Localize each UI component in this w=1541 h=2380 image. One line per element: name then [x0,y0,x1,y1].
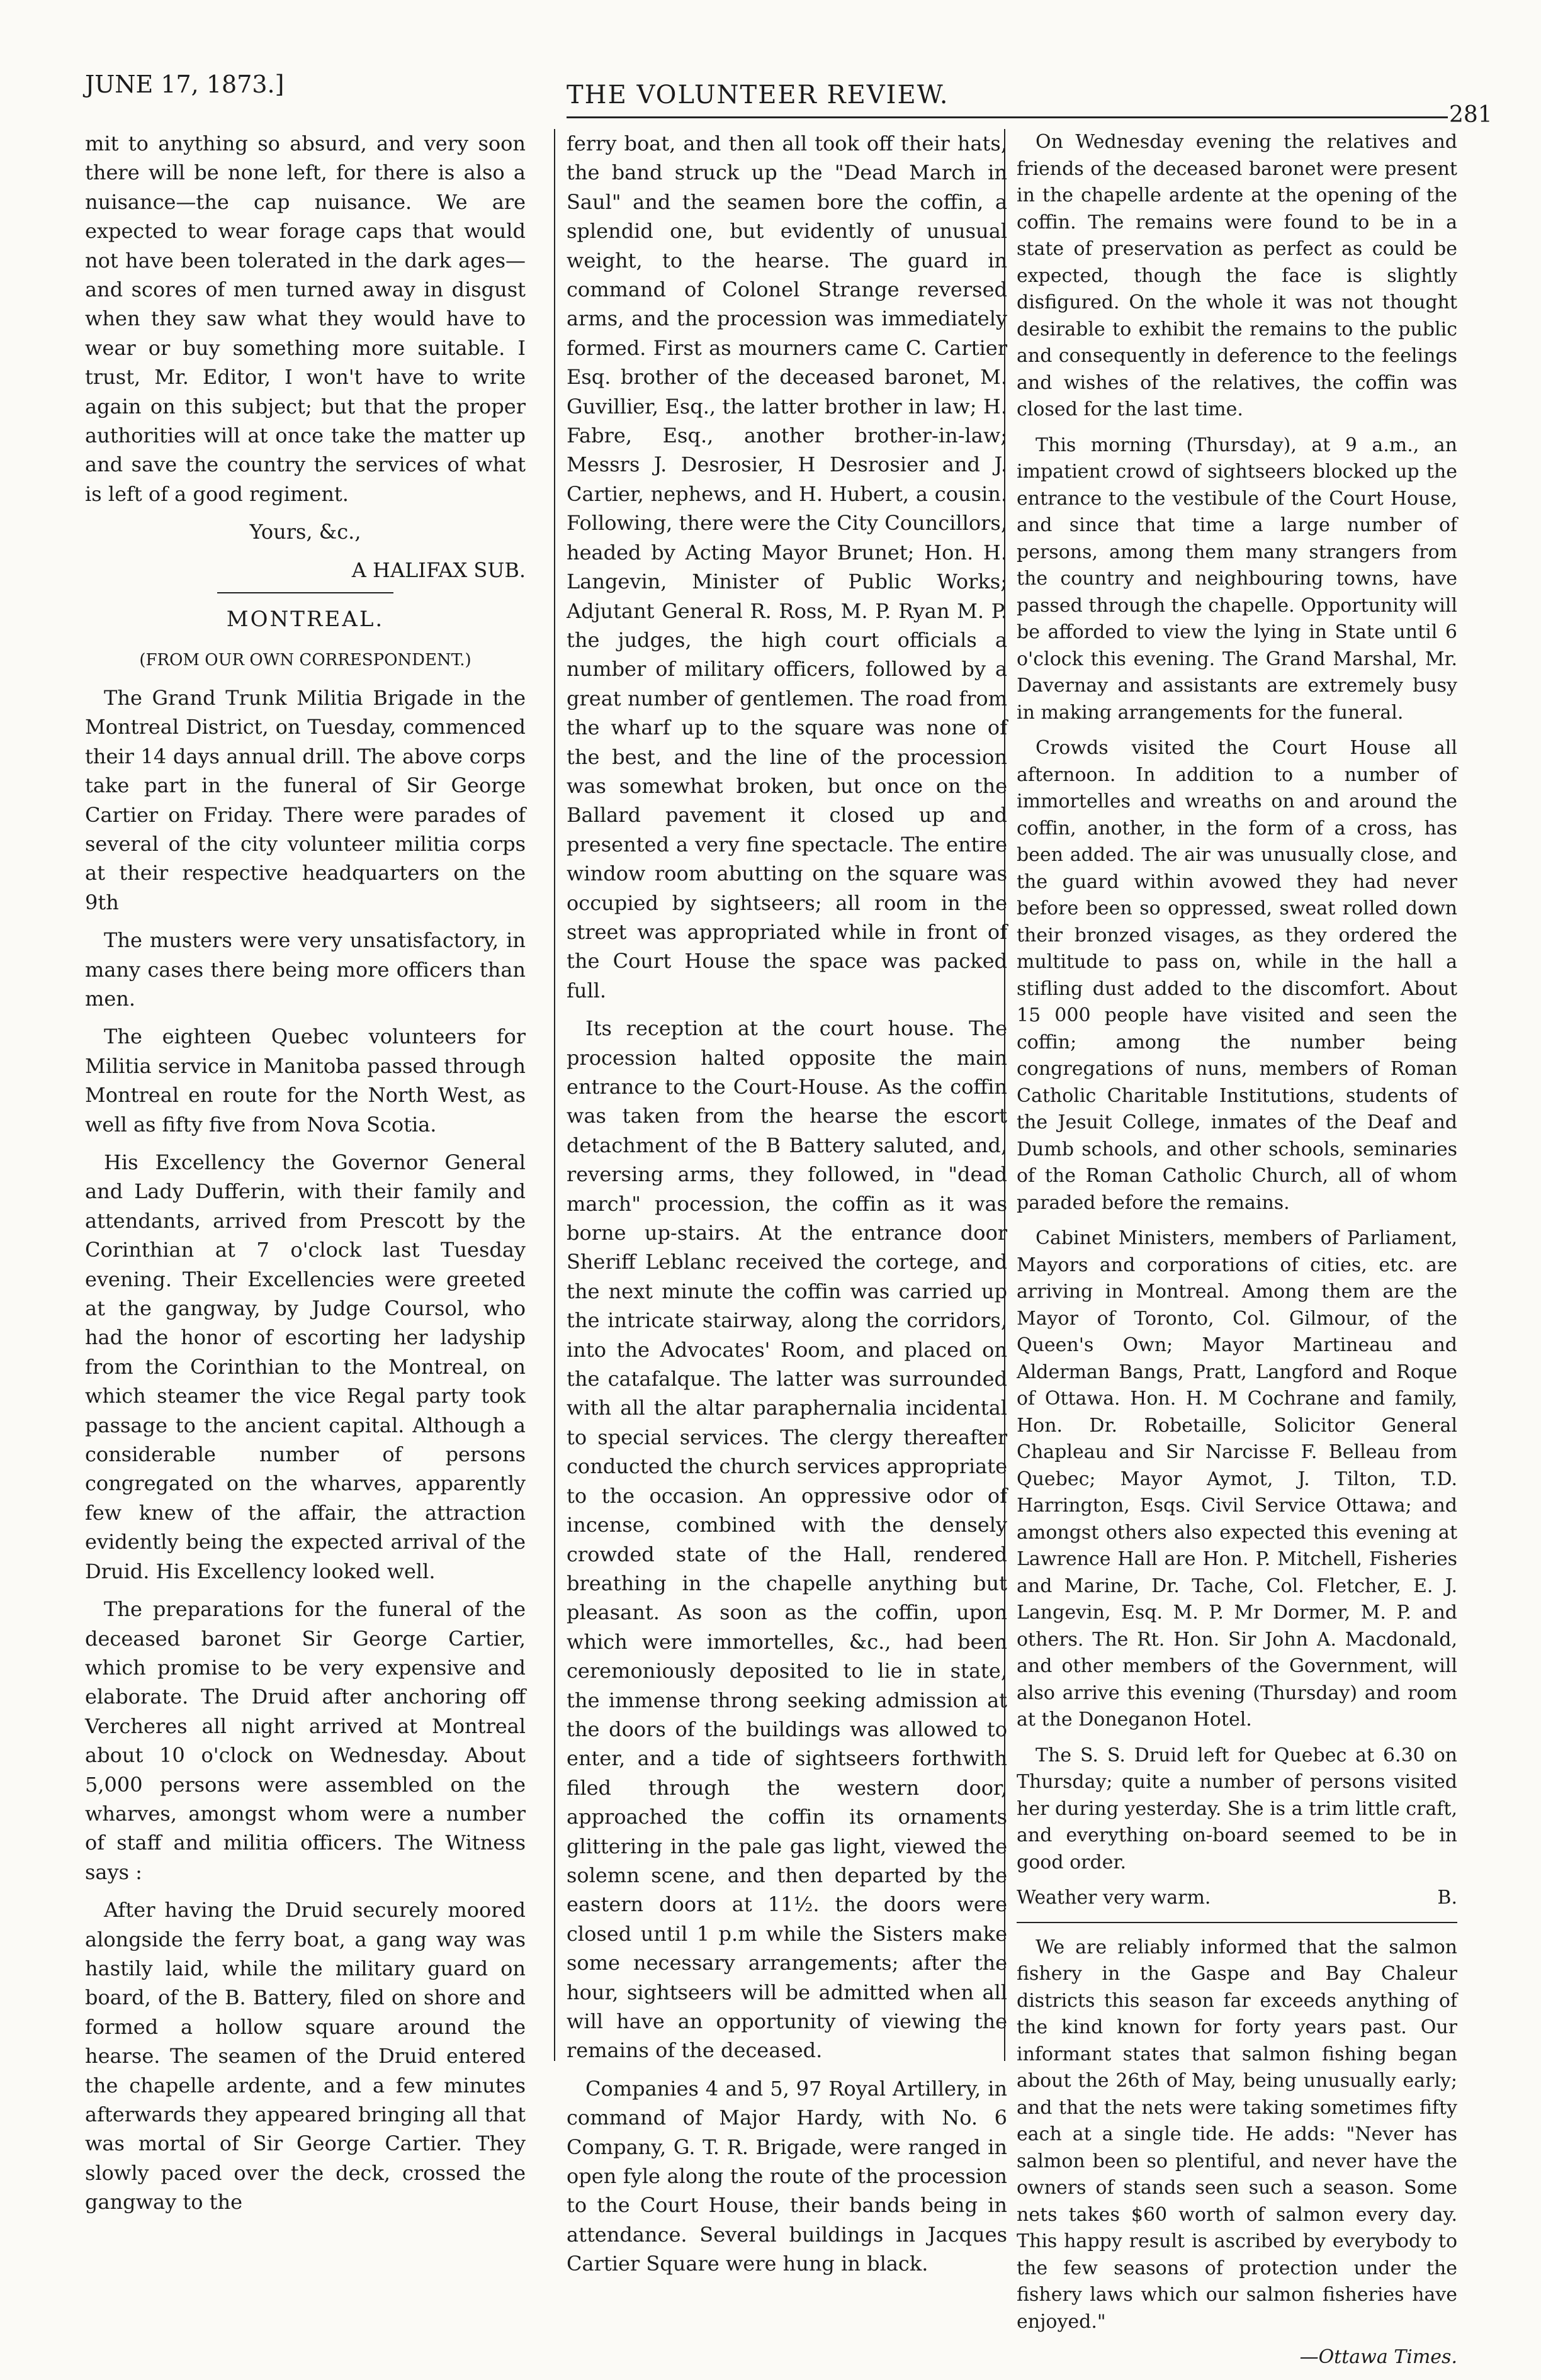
correspondent-initial: B. [1437,1887,1457,1909]
publication-title: THE VOLUNTEER REVIEW. [567,81,949,109]
article-paragraph: The S. S. Druid left for Quebec at 6.30 on Thursday; quite a number of persons visited her during yesterday. She is a trim little craft, and everything on-board seemed to be in good order. [1017,1744,1457,1873]
page-header [0,0,1541,132]
article-paragraph: The preparations for the funeral of the deceased baronet Sir George Cartier, which promise to be very expensive and elaborate. The Druid after anchoring off Vercheres all night arrived at Montreal about 10 o'clock on Wednesday. About 5,000 persons were assembled on the wharves, amongst whom were a number of staff and militia officers. The Witness says : [85,1597,526,1884]
column-2 [567,129,1007,2287]
article-paragraph: Cabinet Ministers, members of Parliament, Mayors and corporations of cities, etc. are arriving in Montreal. Among them are the Mayor of Toronto, Col. Gilmour, of the Queen's Own; Mayor Martineau and Alderman Bangs, Pratt, Langford and Roque of Ottawa. Hon. H. M Cochrane and family, Hon. Dr. Robetaille, Solicitor General Chapleau and Sir Narcisse F. Belleau from Quebec; Mayor Aymot, J. Tilton, T.D. Harrington, Esqs. Civil Service Ottawa; and amongst others also expected this evening at Lawrence Hall are Hon. P. Mitchell, Fisheries and Marine, Dr. Tache, Col. Fletcher, E. J. Langevin, Esq. M. P. Mr Dormer, M. P. and others. The Rt. Hon. Sir John A. Macdonald, and other members of the Government, will also arrive this evening (Thursday) and room at the Doneganon Hotel. [1017,1227,1457,1731]
article-paragraph: The Grand Trunk Militia Brigade in the Montreal District, on Tuesday, commenced their 14 days annual drill. The above corps take part in the funeral of Sir George Cartier on Friday. There were parades of several of the city volunteer militia corps at their respective headquarters on the 9th [85,685,526,914]
salmon-article: We are reliably informed that the salmon fishery in the Gaspe and Bay Chaleur districts this season far exceeds anything of the kind known for forty years past. Our informant states that salmon fishing began about the 26th of May, being unusually early; and that the nets were taking sometimes fifty each at a single tide. He adds: "Never has salmon been so plentiful, and never have the owners of stands seen such a season. Some nets takes $60 worth of salmon every day. This happy result is ascribed by everybody to the few seasons of protection under the fishery laws which our salmon fisheries have enjoyed." [1017,1936,1457,2333]
article-paragraph: The eighteen Quebec volunteers for Militia service in Manitoba passed through Montreal en route for the North West, as well as fifty five from Nova Scotia. [85,1024,526,1137]
column-divider-1 [554,129,555,2061]
article-divider [1017,1922,1457,1923]
article-paragraph: Its reception at the court house. The procession halted opposite the main entrance to the Court-House. As the coffin was taken from the hearse the escort detachment of the B Battery saluted, and, reversing arms, they followed, in "dead march" procession, the coffin as it was borne up-stairs. At the entrance door Sheriff Leblanc received the cortege, and the next minute the coffin was carried up the intricate stairway, along the corridors, into the Advocates' Room, and placed on the catafalque. The latter was surrounded with all the altar paraphernalia incidental to special services. The clergy thereafter conducted the church services appropriate to the occasion. An oppressive odor of incense, combined with the densely crowded state of the Hall, rendered breathing in the chapelle anything but pleasant. As soon as the coffin, upon which were immortelles, &c., had been ceremoniously deposited to lie in state, the immense throng seeking admission at the doors of the buildings was allowed to enter, and a tide of sightseers forthwith filed through the western door, approached the coffin its ornaments glittering in the pale gas light, viewed the solemn scene, and then departed by the eastern doors at 11½. the doors were closed until 1 p.m while the Sisters make some necessary arrangements; after the hour, sightseers will be admitted when all will have an opportunity of viewing the remains of the deceased. [567,1016,1007,2063]
column-3 [1017,129,1457,2380]
article-paragraph: ferry boat, and then all took off their hats, the band struck up the "Dead March in Saul" and the seamen bore the coffin, a splendid one, but evidently of unusual weight, to the hearse. The guard in command of Colonel Strange reversed arms, and the procession was immediately formed. First as mourners came C. Cartier Esq. brother of the deceased baronet, M. Guvillier, Esq., the latter brother in law; H. Fabre, Esq., another brother-in-law; Messrs J. Desrosier, H Desrosier and J. Cartier, nephews, and H. Hubert, a cousin. Following, there were the City Councillors, headed by Acting Mayor Brunet; Hon. H. Langevin, Minister of Public Works; Adjutant General R. Ross, M. P. Ryan M. P. the judges, the high court officials a number of military officers, followed by a great number of gentlemen. The road from the wharf up to the square was none of the best, and the line of the procession was somewhat broken, but once on the Ballard pavement it closed up and presented a very fine spectacle. The entire window room abutting on the square was occupied by sightseers; all room in the street was appropriated while in front of the Court House the space was packed full. [567,132,1007,1002]
letter-ending: mit to anything so absurd, and very soon there will be none left, for there is also a nuisance—the cap nuisance. We are expected to wear forage caps that would not have been tolerated in the dark ages—and scores of men turned away in disgust when they saw what they would have to wear or buy something more suitable. I trust, Mr. Editor, I won't have to write again on this subject; but that the proper authorities will at once take the matter up and save the country the services of what is left of a good regiment. [85,132,526,506]
column-1 [85,129,526,2226]
article-paragraph: This morning (Thursday), at 9 a.m., an impatient crowd of sightseers blocked up the entrance to the vestibule of the Court House, and since that time a large number of persons, among them many strangers from the country and neighbouring towns, have passed through the chapelle. Opportunity will be afforded to view the lying in State until 6 o'clock this evening. The Grand Marshal, Mr. Davernay and assistants are extremely busy in making arrangements for the funeral. [1017,434,1457,724]
letter-closing: Yours, &c., [249,520,361,544]
article-paragraph: Companies 4 and 5, 97 Royal Artillery, in command of Major Hardy, with No. 6 Company, G. T. R. Brigade, were ranged in open fyle along the route of the procession to the Court House, their bands being in attendance. Several buildings in Jacques Cartier Square were hung in black. [567,2076,1007,2276]
byline: (FROM OUR OWN CORRESPONDENT.) [139,650,471,670]
letter-signature: A HALIFAX SUB. [351,558,526,582]
article-paragraph: Crowds visited the Court House all afternoon. In addition to a number of immortelles and wreaths on and around the coffin, another, in the form of a cross, has been added. The air was unusually close, and the guard within avowed they had never before been so oppressed, sweat rolled down their bronzed visages, as they ordered the multitude to pass on, while in the hall a stifling dust added to the discomfort. About 15 000 people have visited and seen the coffin; among the number being congregations of nuns, members of Roman Catholic Charitable Institutions, students of the Jesuit College, inmates of the Deaf and Dumb schools, and other schools, seminaries of the Roman Catholic Church, all of whom paraded before the remains. [1017,737,1457,1214]
issue-date: JUNE 17, 1873.] [85,70,285,98]
section-title: MONTREAL. [226,607,385,632]
section-divider [217,592,393,593]
article-paragraph: After having the Druid securely moored alongside the ferry boat, a gang way was hastily laid, while the military guard on board, of the B. Battery, filed on shore and formed a hollow square around the hearse. The seamen of the Druid entered the chapelle ardente, and a few minutes afterwards they appeared bringing all that was mortal of Sir George Cartier. They slowly paced over the deck, crossed the gangway to the [85,1898,526,2214]
article-paragraph: His Excellency the Governor General and Lady Dufferin, with their family and attendants, arrived from Prescott by the Corinthian at 7 o'clock last Tuesday evening. Their Excellencies were greeted at the gangway, by Judge Coursol, who had the honor of escorting her ladyship from the Corinthian to the Montreal, on which steamer the vice Regal party took passage to the ancient capital. Although a considerable number of persons congregated on the wharves, apparently few knew of the affair, the attraction evidently being the expected arrival of the Druid. His Excellency looked well. [85,1150,526,1583]
article-paragraph: The musters were very unsatisfactory, in many cases there being more officers than men. [85,928,526,1011]
header-rule [567,116,1448,118]
salmon-source: —Ottawa Times. [1299,2346,1457,2368]
page-number: 281 [1449,102,1493,128]
weather-line [1017,1885,1457,1912]
weather-note: Weather very warm. [1017,1887,1211,1909]
article-paragraph: On Wednesday evening the relatives and friends of the deceased baronet were present in the chapelle ardente at the opening of the coffin. The remains were found to be in a state of preservation as perfect as could be expected, though the face is slightly disfigured. On the whole it was not thought desirable to exhibit the remains to the public and consequently in deference to the feelings and wishes of the relatives, the coffin was closed for the last time. [1017,131,1457,420]
